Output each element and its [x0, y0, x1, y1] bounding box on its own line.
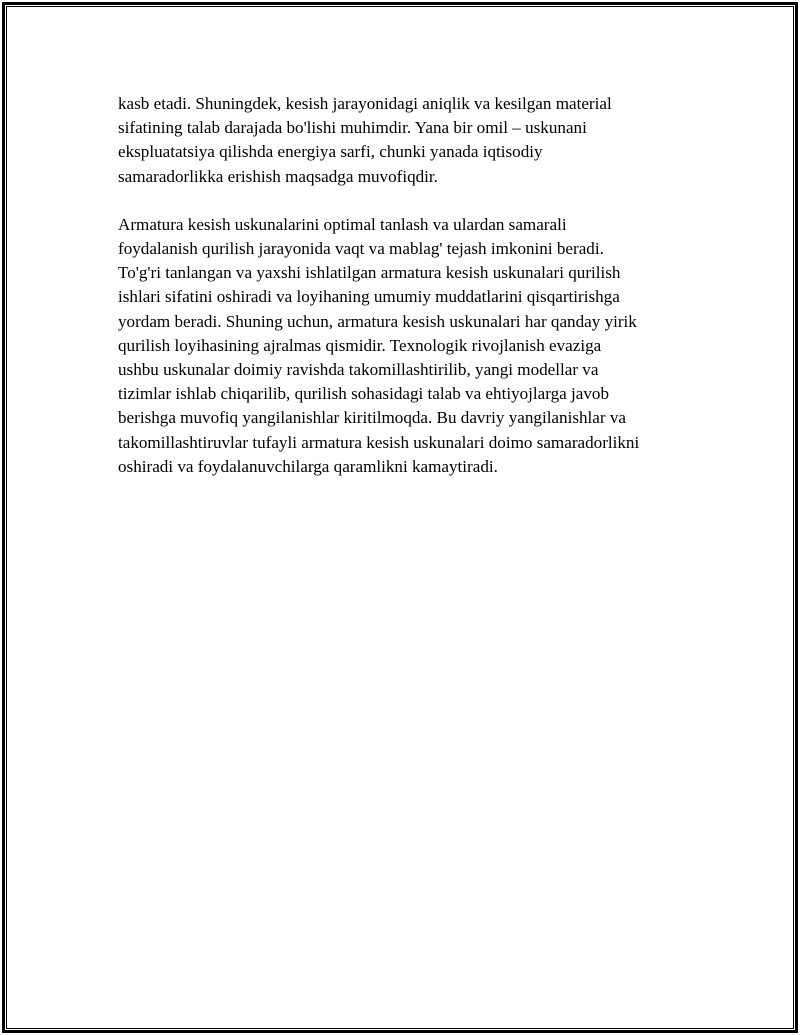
- paragraph-line: ushbu uskunalar doimiy ravishda takomillashtirilib, yangi modellar va: [118, 360, 599, 380]
- paragraph-line: yordam beradi. Shuning uchun, armatura kesish uskunalari har qanday yirik: [118, 311, 637, 331]
- paragraph-1: [118, 92, 698, 189]
- paragraph-line: oshiradi va foydalanuvchilarga qaramlikni kamaytiradi.: [118, 456, 498, 476]
- paragraph-line: sifatining talab darajada bo'lishi muhimdir. Yana bir omil – uskunani: [118, 118, 587, 138]
- paragraph-line: takomillashtiruvlar tufayli armatura kesish uskunalari doimo samaradorlikni: [118, 432, 640, 452]
- paragraph-line: qurilish loyihasining ajralmas qismidir. Texnologik rivojlanish evaziga: [118, 335, 602, 355]
- paragraph-line: berishga muvofiq yangilanishlar kiritilmoqda. Bu davriy yangilanishlar va: [118, 408, 626, 428]
- paragraph-2: [118, 213, 698, 479]
- paragraph-line: Armatura kesish uskunalarini optimal tanlash va ulardan samarali: [118, 214, 567, 234]
- paragraph-line: tizimlar ishlab chiqarilib, qurilish sohasidagi talab va ehtiyojlarga javob: [118, 384, 610, 404]
- paragraph-line: kasb etadi. Shuningdek, kesish jarayonidagi aniqlik va kesilgan material: [118, 94, 612, 113]
- document-body: [118, 92, 698, 503]
- paragraph-line: ekspluatatsiya qilishda energiya sarfi, chunki yanada iqtisodiy: [118, 142, 543, 162]
- paragraph-line: samaradorlikka erishish maqsadga muvofiqdir.: [118, 166, 438, 186]
- paragraph-line: To'g'ri tanlangan va yaxshi ishlatilgan armatura kesish uskunalari qurilish: [118, 263, 621, 283]
- paragraph-line: foydalanish qurilish jarayonida vaqt va mablag' tejash imkonini beradi.: [118, 239, 604, 259]
- paragraph-line: ishlari sifatini oshiradi va loyihaning umumiy muddatlarini qisqartirishga: [118, 287, 620, 307]
